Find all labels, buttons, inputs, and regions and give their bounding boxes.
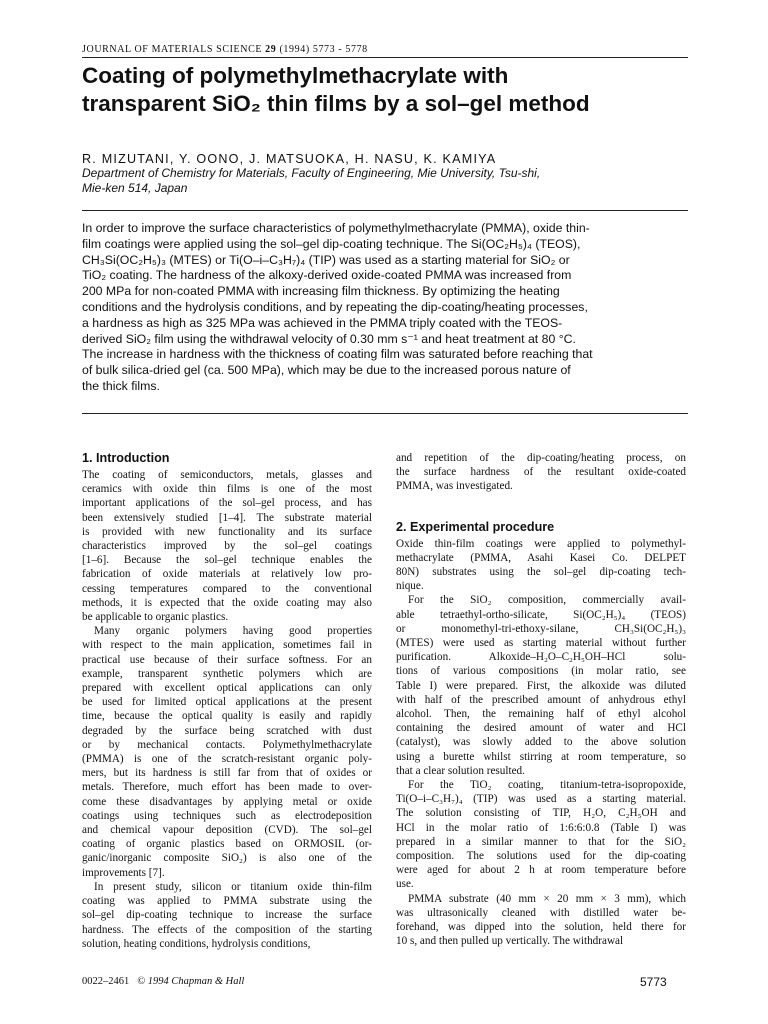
body-text-line: practical use because of their surface softness. For an (82, 653, 372, 666)
abstract-bottom-rule (82, 413, 688, 414)
journal-name: JOURNAL OF MATERIALS SCIENCE (82, 44, 263, 55)
body-text-line: The coating of semiconductors, metals, glasses and (82, 469, 372, 481)
body-text-line: Ti(O–i–C₃H₇)₄ (TIP) was used as a starting material. (396, 793, 686, 806)
body-text-line: Table I) were prepared. First, the alkoxide was diluted (396, 679, 686, 692)
body-text-line: For the TiO₂ coating, titanium-tetra-isopropoxide, (408, 779, 686, 792)
body-text-line: Many organic polymers having good properties (94, 625, 372, 638)
body-text-line: or by mechanical contacts. Polymethylmethacrylate (82, 738, 372, 751)
left-column (82, 451, 372, 951)
body-text-line: is provided with new functionality and its surface (82, 525, 372, 538)
body-text-line: (catalyst), was slowly added to the above solution (396, 736, 686, 749)
abstract (82, 221, 690, 395)
body-text-line: ceramics with oxide thin films is one of the most (82, 483, 372, 496)
section-heading-introduction: 1. Introduction (82, 451, 170, 465)
body-text-line: and chemical vapour deposition (CVD). The sol–gel (82, 824, 372, 837)
body-text-line: PMMA, was investigated. (396, 480, 513, 493)
body-text-line: containing the desired amount of water and HCl (396, 722, 686, 735)
body-text-line: PMMA substrate (40 mm × 20 mm × 3 mm), which (408, 892, 686, 905)
body-text-line: was ultrasonically cleaned with distilled water be- (396, 906, 686, 919)
introduction-continued (396, 451, 686, 494)
body-text-line: improvements [7]. (82, 866, 165, 879)
title-line-2: transparent SiO₂ thin films by a sol–gel method (82, 91, 590, 116)
abstract-line: film coatings were applied using the sol–gel dip-coating technique. The Si(OC₂H₅)₄ (TEOS), (82, 236, 581, 251)
body-text-line: be used for limited optical applications at the present (82, 696, 372, 709)
body-text-line: (PMMA) is one of the scratch-resistant organic poly- (82, 753, 372, 766)
body-text-line: sol–gel dip-coating technique to increase the surface (82, 909, 372, 922)
body-text-line: purification. Alkoxide–H₂O–C₂H₅OH–HCl solu- (396, 651, 686, 664)
body-text-line: come these disadvantages by applying metal or oxide (82, 795, 372, 808)
section-heading-experimental: 2. Experimental procedure (396, 519, 555, 534)
body-text-line: methods, it is expected that the oxide coating may also (82, 596, 372, 609)
body-text-line: (MTES) were used as starting material without further (396, 637, 686, 650)
journal-year-pages: (1994) 5773 - 5778 (279, 44, 368, 55)
affiliation-line-2: Mie-ken 514, Japan (82, 181, 188, 195)
body-text-line: forehand, was dipped into the solution, held there for (396, 921, 686, 934)
article-title (82, 62, 692, 118)
body-text-line: example, transparent synthetic polymers which are (82, 667, 372, 680)
body-text-line: coatings using techniques such as electrodeposition (82, 809, 372, 822)
body-text-line: alcohol. Then, the remaining half of ethyl alcohol (396, 708, 686, 721)
abstract-line: conditions and the hydrolysis conditions, and by repeating the dip-coating/heating processes, (82, 299, 588, 314)
body-text-line: HCl in the molar ratio of 1:6:6:0.8 (Table I) was (396, 821, 686, 834)
abstract-line: derived SiO₂ film using the withdrawal velocity of 0.30 mm s⁻¹ and heat treatment at 80 °C. (82, 331, 576, 346)
body-text-line: using a burette whilst stirring at room temperature, so (396, 750, 686, 763)
abstract-line: a hardness as high as 325 MPa was achieved in the PMMA triply coated with the TEOS- (82, 315, 563, 330)
issn-code: 0022–2461 (82, 976, 130, 987)
body-text-line: metals. Therefore, much effort has been made to over- (82, 781, 372, 794)
body-text-line: composition. The solutions used for the dip-coating (396, 850, 686, 863)
body-text-line: 10 s, and then pulled up vertically. The withdrawal (396, 935, 624, 948)
body-text-line: the surface hardness of the resultant oxide-coated (396, 466, 686, 479)
body-text-line: with respect to the main application, sometimes fail in (82, 639, 372, 652)
body-text-line: or monomethyl-tri-ethoxy-silane, CH₃Si(OC₂H₅)₃ (396, 622, 686, 635)
body-text-line: hardness. The effects of the composition of the starting (82, 923, 372, 936)
abstract-line: TiO₂ coating. The hardness of the alkoxy-derived oxide-coated PMMA was increased from (82, 268, 572, 283)
body-text-line: cessing temperatures compared to the conventional (82, 582, 372, 595)
body-text-line: time, because the optical quality is easily and rapidly (82, 710, 372, 723)
body-text-line: prepared in a similar manner to that for the SiO₂ (396, 835, 686, 848)
abstract-line: 200 MPa for non-coated PMMA with increasing film thickness. By optimizing the heating (82, 284, 560, 299)
journal-volume: 29 (265, 44, 277, 55)
title-line-1: Coating of polymethylmethacrylate with (82, 63, 509, 88)
affiliation (82, 166, 682, 196)
body-text-line: been extensively studied [1–4]. The substrate material (82, 511, 372, 524)
right-column (396, 451, 686, 949)
footer-left (82, 976, 244, 987)
body-text-line: able tetraethyl-ortho-silicate, Si(OC₂H₅)₄ (TEOS) (396, 608, 686, 621)
body-text-line: that a clear solution resulted. (396, 764, 525, 777)
body-text-line: [1–6]. Because the sol–gel technique enables the (82, 554, 372, 567)
body-text-line: tions of various compositions (in molar ratio, see (396, 665, 686, 678)
body-text-line: fabrication of oxide materials at relatively low pro- (82, 568, 372, 581)
body-text-line: prepared with excellent optical applications can only (82, 682, 372, 695)
experimental-body (396, 537, 686, 949)
body-text-line: and repetition of the dip-coating/heating process, on (396, 452, 686, 464)
abstract-line: The increase in hardness with the thickness of coating film was saturated before reaching that (82, 347, 593, 362)
body-text-line: with half of the prescribed amount of anhydrous ethyl (396, 693, 686, 706)
body-text-line: were aged for about 2 h at room temperature before (396, 864, 686, 877)
journal-header (82, 44, 368, 55)
body-text-line: In present study, silicon or titanium oxide thin-film (94, 880, 372, 893)
body-text-line: important applications of the sol–gel process, and has (82, 497, 372, 510)
authors: R. MIZUTANI, Y. OONO, J. MATSUOKA, H. NASU, K. KAMIYA (82, 152, 497, 166)
body-text-line: ganic/inorganic composite SiO₂) is also one of the (82, 852, 372, 865)
affiliation-line-1: Department of Chemistry for Materials, Faculty of Engineering, Mie University, Tsu-shi, (82, 166, 541, 180)
page-number: 5773 (640, 975, 667, 989)
abstract-line: of bulk silica-dried gel (ca. 500 MPa), which may be due to the increased porous nature of (82, 363, 571, 378)
body-text-line: For the SiO₂ composition, commercially avail- (408, 594, 686, 607)
body-text-line: methacrylate (PMMA, Asahi Kasei Co. DELPET (396, 551, 686, 564)
body-text-line: mers, but its hardness is still far from that of oxides or (82, 767, 372, 780)
body-text-line: Oxide thin-film coatings were applied to polymethyl- (396, 537, 686, 550)
body-text-line: coating of organic plastics based on ORMOSIL (or- (82, 838, 372, 851)
body-text-line: use. (396, 878, 414, 891)
body-text-line: The solution consisting of TIP, H₂O, C₂H₅OH and (396, 807, 686, 820)
header-rule (82, 57, 688, 58)
abstract-line: the thick films. (82, 378, 160, 393)
abstract-top-rule (82, 210, 688, 211)
body-text-line: characteristics improved by the sol–gel coatings (82, 540, 372, 553)
abstract-line: In order to improve the surface characteristics of polymethylmethacrylate (PMMA), oxide thin- (82, 221, 590, 235)
body-text-line: coating was applied to PMMA substrate using the (82, 895, 372, 908)
body-text-line: be applicable to organic plastics. (82, 611, 229, 624)
abstract-line: CH₃Si(OC₂H₅)₃ (MTES) or Ti(O–i–C₃H₇)₄ (TIP) was used as a starting material for SiO₂ or (82, 252, 570, 267)
body-text-line: 80N) substrates using the sol–gel dip-coating tech- (396, 566, 686, 579)
body-text-line: degraded by the surface being scratched with dust (82, 724, 372, 737)
body-text-line: nique. (396, 580, 424, 593)
introduction-body (82, 468, 372, 951)
body-text-line: solution, heating conditions, hydrolysis conditions, (82, 937, 311, 950)
copyright: © 1994 Chapman & Hall (137, 976, 245, 987)
